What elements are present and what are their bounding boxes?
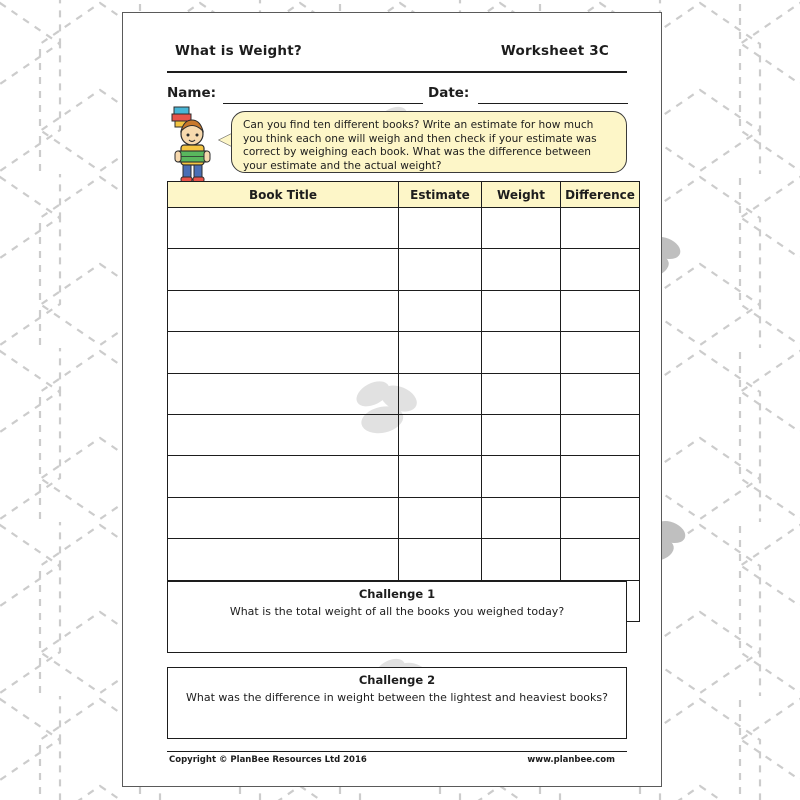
column-header-estimate: Estimate [399,182,482,208]
cell-book-title[interactable] [168,249,399,290]
cell-weight[interactable] [482,373,561,414]
column-header-weight: Weight [482,182,561,208]
table-row [168,497,640,538]
table-row [168,332,640,373]
table-row [168,539,640,580]
challenge-1-box[interactable] [167,581,627,653]
cell-weight[interactable] [482,414,561,455]
cell-difference[interactable] [561,249,640,290]
worksheet-number: Worksheet 3C [500,43,609,59]
cell-estimate[interactable] [399,414,482,455]
cell-weight[interactable] [482,290,561,331]
challenge-1-heading: Challenge 1 [358,587,436,601]
boy-carrying-books-icon [161,101,227,183]
name-write-line[interactable] [223,103,423,104]
table-row [168,290,640,331]
cell-estimate[interactable] [399,456,482,497]
cell-estimate[interactable] [399,332,482,373]
challenge-1-text: What is the total weight of all the books you weighed today? [229,605,565,618]
cell-estimate[interactable] [399,249,482,290]
challenge-2-heading: Challenge 2 [358,673,436,687]
cell-estimate[interactable] [399,290,482,331]
challenge-2-text: What was the difference in weight between the lightest and heaviest books? [186,691,608,704]
column-header-book-title: Book Title [168,182,399,208]
challenge-2-box[interactable] [167,667,627,739]
cell-book-title[interactable] [168,539,399,580]
instruction-bubble: Can you find ten different books? Write an estimate for how much you think each one will weigh and then check if your estimate was correct by weighing each book. What was the difference between your estimate and the actual weight? [231,111,627,173]
website-text: www.planbee.com [527,755,615,765]
cell-difference[interactable] [561,456,640,497]
cell-weight[interactable] [482,208,561,249]
cell-book-title[interactable] [168,456,399,497]
date-write-line[interactable] [478,103,628,104]
table-row [168,456,640,497]
cell-book-title[interactable] [168,332,399,373]
cell-difference[interactable] [561,497,640,538]
table-body [168,208,640,622]
cell-book-title[interactable] [168,208,399,249]
cell-estimate[interactable] [399,497,482,538]
table-row [168,373,640,414]
cell-book-title[interactable] [168,497,399,538]
cell-difference[interactable] [561,414,640,455]
worksheet-sheet [122,12,662,787]
cell-difference[interactable] [561,332,640,373]
book-weight-table [167,181,640,622]
cell-book-title[interactable] [168,290,399,331]
table-header-row [168,182,640,208]
cell-difference[interactable] [561,373,640,414]
column-header-difference: Difference [561,182,640,208]
cell-weight[interactable] [482,456,561,497]
table-row [168,414,640,455]
cell-estimate[interactable] [399,539,482,580]
copyright-text: Copyright © PlanBee Resources Ltd 2016 [169,755,367,765]
name-label: Name: [167,85,217,101]
cell-difference[interactable] [561,208,640,249]
cell-weight[interactable] [482,332,561,373]
cell-estimate[interactable] [399,373,482,414]
table-row [168,249,640,290]
cell-book-title[interactable] [168,373,399,414]
cell-weight[interactable] [482,539,561,580]
table-row [168,208,640,249]
cell-book-title[interactable] [168,414,399,455]
page-title: What is Weight? [175,43,302,59]
cell-weight[interactable] [482,497,561,538]
cell-difference[interactable] [561,539,640,580]
date-label: Date: [428,85,470,101]
cell-difference[interactable] [561,290,640,331]
cell-estimate[interactable] [399,208,482,249]
cell-weight[interactable] [482,249,561,290]
footer-rule [167,751,627,752]
